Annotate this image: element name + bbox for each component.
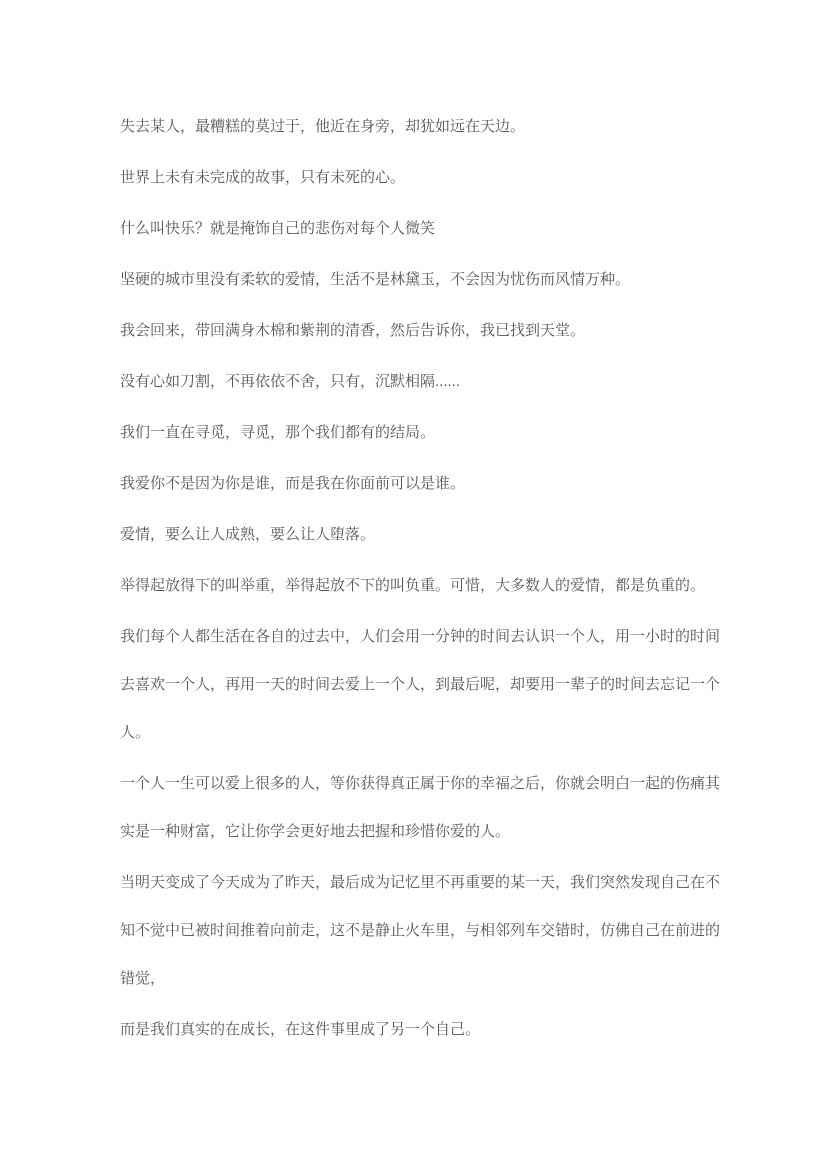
quote-line: 我会回来，带回满身木棉和紫荆的清香，然后告诉你，我已找到天堂。 [120,322,586,339]
quote-paragraph [120,1006,724,1054]
quote-line: 爱情，要么让人成熟，要么让人堕落。 [120,526,376,543]
quote-paragraph [120,154,724,202]
quote-line: 去喜欢一个人，再用一天的时间去爱上一个人，到最后呢，却要用一辈子的时间去忘记一个 [120,676,721,693]
quote-paragraph [120,460,724,508]
quote-paragraph [120,511,724,559]
quote-line: 我们一直在寻觅，寻觅，那个我们都有的结局。 [120,424,436,441]
quote-paragraph [120,859,724,1003]
quote-paragraph [120,256,724,304]
quote-line: 世界上未有未完成的故事，只有未死的心。 [120,169,406,186]
quote-line: 一个人一生可以爱上很多的人，等你获得真正属于你的幸福之后，你就会明白一起的伤痛其 [120,775,721,792]
quote-line: 坚硬的城市里没有柔软的爱情，生活不是林黛玉，不会因为忧伤而风情万种。 [120,271,631,288]
quote-paragraph [120,613,724,757]
quote-line: 知不觉中已被时间推着向前走，这不是静止火车里，与相邻列车交错时，仿佛自己在前进的 [120,922,721,939]
quote-paragraph [120,562,724,610]
quote-line: 举得起放得下的叫举重，举得起放不下的叫负重。可惜，大多数人的爱情，都是负重的。 [120,577,706,594]
quote-paragraph [120,409,724,457]
quote-paragraph [120,307,724,355]
quote-line: 实是一种财富，它让你学会更好地去把握和珍惜你爱的人。 [120,823,511,840]
quote-paragraph [120,358,724,406]
quote-line: 我爱你不是因为你是谁，而是我在你面前可以是谁。 [120,475,466,492]
quote-line: 没有心如刀割，不再依依不舍，只有，沉默相隔...... [120,373,461,390]
quote-line: 失去某人，最糟糕的莫过于，他近在身旁，却犹如远在天边。 [120,118,526,135]
quote-list [120,103,724,1054]
quote-line: 我们每个人都生活在各自的过去中，人们会用一分钟的时间去认识一个人，用一小时的时间 [120,628,721,645]
quote-line: 什么叫快乐？就是掩饰自己的悲伤对每个人微笑 [120,220,436,237]
quote-line: 人。 [120,724,151,741]
quote-paragraph [120,760,724,856]
quote-paragraph [120,103,724,151]
quote-paragraph [120,205,724,253]
quote-line: 错觉， [120,970,166,987]
quote-line: 而是我们真实的在成长，在这件事里成了另一个自己。 [120,1021,481,1038]
quote-line: 当明天变成了今天成为了昨天，最后成为记忆里不再重要的某一天，我们突然发现自己在不 [120,874,721,891]
